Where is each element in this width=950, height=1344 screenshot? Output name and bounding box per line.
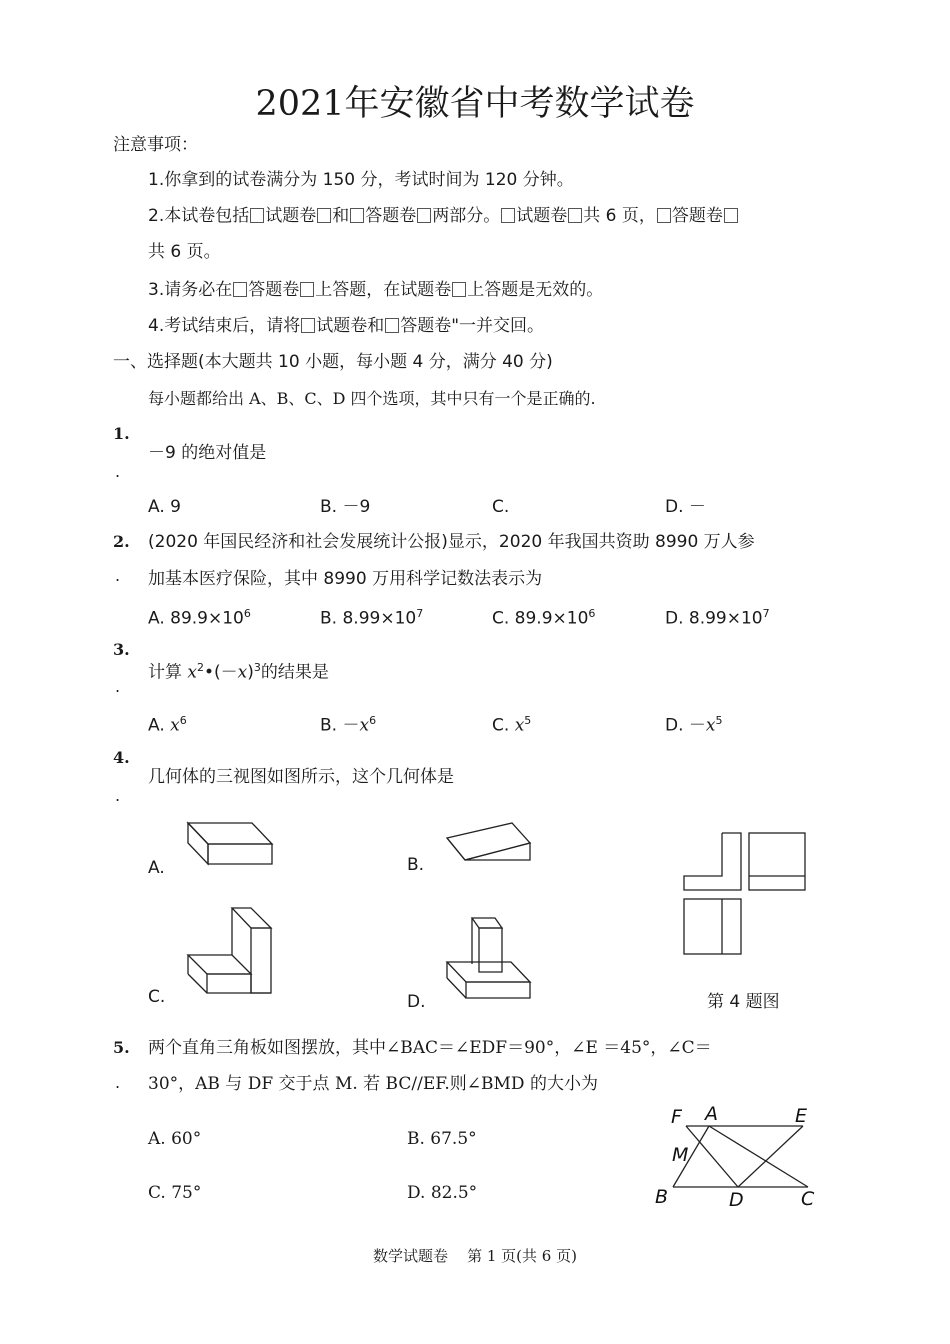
label-f: F xyxy=(671,1106,682,1128)
q3-option-a: A. $x^6$ xyxy=(148,714,187,736)
label-a: A xyxy=(705,1103,718,1125)
q2-number: 2. xyxy=(113,532,130,551)
q3-option-c: C. $x^5$ xyxy=(492,714,532,736)
q3-stem: 计算 $x^2•(-x)^3$的结果是 xyxy=(148,661,329,683)
q1-number: 1. xyxy=(113,424,130,443)
q4-option-a-label: A. xyxy=(148,858,165,878)
q4-option-c-label: C. xyxy=(148,987,166,1007)
q3-dot: . xyxy=(115,677,121,696)
page-footer: 数学试题卷 第 1 页(共 6 页) xyxy=(373,1247,577,1265)
q2-option-d: D. $8.99\times 10^7$ xyxy=(665,607,770,629)
q1-option-a: A. 9 xyxy=(148,497,181,517)
q1-option-d: D. － xyxy=(665,497,706,517)
q5-number: 5. xyxy=(113,1038,130,1057)
q2-dot: . xyxy=(115,566,121,585)
section-instruction: 每小题都给出 A、B、C、D 四个选项，其中只有一个是正确的. xyxy=(148,389,596,408)
notice-heading: 注意事项： xyxy=(113,135,198,155)
section-heading: 一、选择题(本大题共 10 小题，每小题 4 分，满分 40 分) xyxy=(113,352,553,372)
notice-item-1: 1.你拿到的试卷满分为 150 分，考试时间为 120 分钟。 xyxy=(148,170,574,190)
q5-stem-line1: 两个直角三角板如图摆放，其中∠BAC＝∠EDF＝90°，∠E ＝45°，∠C＝ xyxy=(148,1038,712,1058)
q2-option-a: A. $89.9\times 10^6$ xyxy=(148,607,251,629)
q4-dot: . xyxy=(115,786,121,805)
q1-option-c: C. xyxy=(492,497,510,517)
q1-dot: . xyxy=(115,462,121,481)
q4-number: 4. xyxy=(113,748,130,767)
label-m: M xyxy=(672,1144,689,1166)
notice-item-4: 4.考试结束后，请将 试题卷和 答题卷"一并交回。 xyxy=(148,316,545,336)
paper-title: 2021年安徽省中考数学试卷 xyxy=(255,84,695,124)
label-b: B xyxy=(655,1186,669,1208)
q4-option-d-label: D. xyxy=(407,992,426,1012)
q2-stem-line1: (2020 年国民经济和社会发展统计公报)显示，2020 年我国共资助 8990 万人参 xyxy=(148,532,755,552)
q3-option-d: D. $-x^5$ xyxy=(665,714,723,736)
label-c: C xyxy=(801,1188,815,1210)
q2-stem-line2: 加基本医疗保险，其中 8990 万用科学记数法表示为 xyxy=(148,569,543,589)
q3-number: 3. xyxy=(113,640,130,659)
q5-dot: . xyxy=(115,1073,121,1092)
q5-stem-line2: 30°，AB 与 DF 交于点 M. 若 BC//EF.则∠BMD 的大小为 xyxy=(148,1074,598,1094)
q1-stem: －9 的绝对值是 xyxy=(148,443,267,463)
q5-option-a: A. 60° xyxy=(148,1129,202,1149)
label-d: D xyxy=(729,1189,744,1211)
q5-option-d: D. 82.5° xyxy=(407,1183,478,1203)
q4-figure-caption: 第 4 题图 xyxy=(707,992,780,1012)
q2-option-c: C. $89.9\times 10^6$ xyxy=(492,607,596,629)
q4-option-b-label: B. xyxy=(407,855,425,875)
notice-item-2-cont: 共 6 页。 xyxy=(148,242,221,262)
q2-option-b: B. $8.99\times 10^7$ xyxy=(320,607,424,629)
q3-option-b: B. $-x^6$ xyxy=(320,714,377,736)
notice-item-3: 3.请务必在 答题卷 上答题，在试题卷 上答题是无效的。 xyxy=(148,280,604,300)
q4-stem: 几何体的三视图如图所示，这个几何体是 xyxy=(148,767,454,787)
q5-option-c: C. 75° xyxy=(148,1183,202,1203)
q1-option-b: B. －9 xyxy=(320,497,371,517)
q5-option-b: B. 67.5° xyxy=(407,1129,477,1149)
label-e: E xyxy=(795,1105,808,1127)
notice-item-2: 2.本试卷包括 试题卷 和 答题卷 两部分。 试题卷 共 6 页， 答题卷 xyxy=(148,204,739,228)
